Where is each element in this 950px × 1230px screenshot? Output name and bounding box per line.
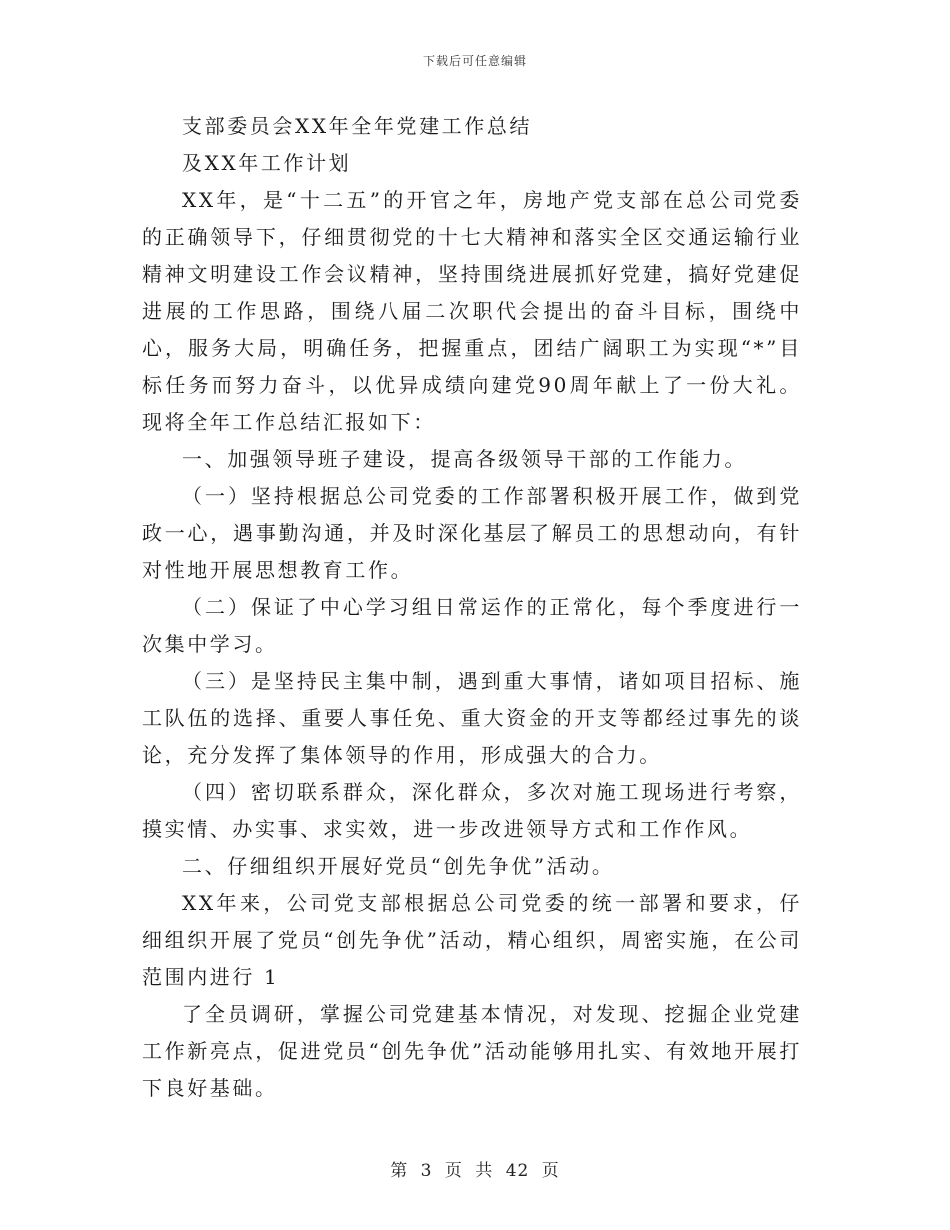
document-body	[142, 108, 802, 1107]
paragraph-item-1: （一）坚持根据总公司党委的工作部署积极开展工作，做到党政一心，遇事勤沟通，并及时深化基层了解员工的思想动向，有针对性地开展思想教育工作。	[142, 484, 802, 582]
document-title-line-1: 支部委员会XX年全年党建工作总结	[182, 114, 533, 138]
paragraph-item-2: （二）保证了中心学习组日常运作的正常化，每个季度进行一次集中学习。	[142, 595, 802, 656]
paragraph-item-4: （四）密切联系群众，深化群众，多次对施工现场进行考察，摸实情、办实事、求实效，进一步改进领导方式和工作作风。	[142, 780, 802, 841]
page-header-note: 下载后可任意编辑	[422, 54, 527, 68]
paragraph-section-2-b: 了全员调研，掌握公司党建基本情况，对发现、挖掘企业党建工作新亮点，促进党员“创先争优”活动能够用扎实、有效地开展打下良好基础。	[142, 1002, 802, 1100]
page-number: 第 3 页 共 42 页	[390, 1161, 560, 1181]
section-heading-1: 一、加强领导班子建设，提高各级领导干部的工作能力。	[182, 447, 747, 471]
paragraph-intro: XX年，是“十二五”的开官之年，房地产党支部在总公司党委的正确领导下，仔细贯彻党的十七大精神和落实全区交通运输行业精神文明建设工作会议精神，坚持围绕进展抓好党建，搞好党建促进展的工作思路，围绕八届二次职代会提出的奋斗目标，围绕中心，服务大局，明确任务，把握重点，团结广阔职工为实现“*”目标任务而努力奋斗，以优异成绩向建党90周年献上了一份大礼。现将全年工作总结汇报如下：	[142, 188, 802, 434]
section-heading-2: 二、仔细组织开展好党员“创先争优”活动。	[182, 854, 615, 878]
paragraph-item-3: （三）是坚持民主集中制，遇到重大事情，诸如项目招标、施工队伍的选择、重要人事任免、重大资金的开支等都经过事先的谈论，充分发挥了集体领导的作用，形成强大的合力。	[142, 669, 802, 767]
document-title-line-2: 及XX年工作计划	[182, 151, 352, 175]
paragraph-section-2-a: XX年来，公司党支部根据总公司党委的统一部署和要求，仔细组织开展了党员“创先争优”活动，精心组织，周密实施，在公司范围内进行 1	[142, 891, 802, 989]
